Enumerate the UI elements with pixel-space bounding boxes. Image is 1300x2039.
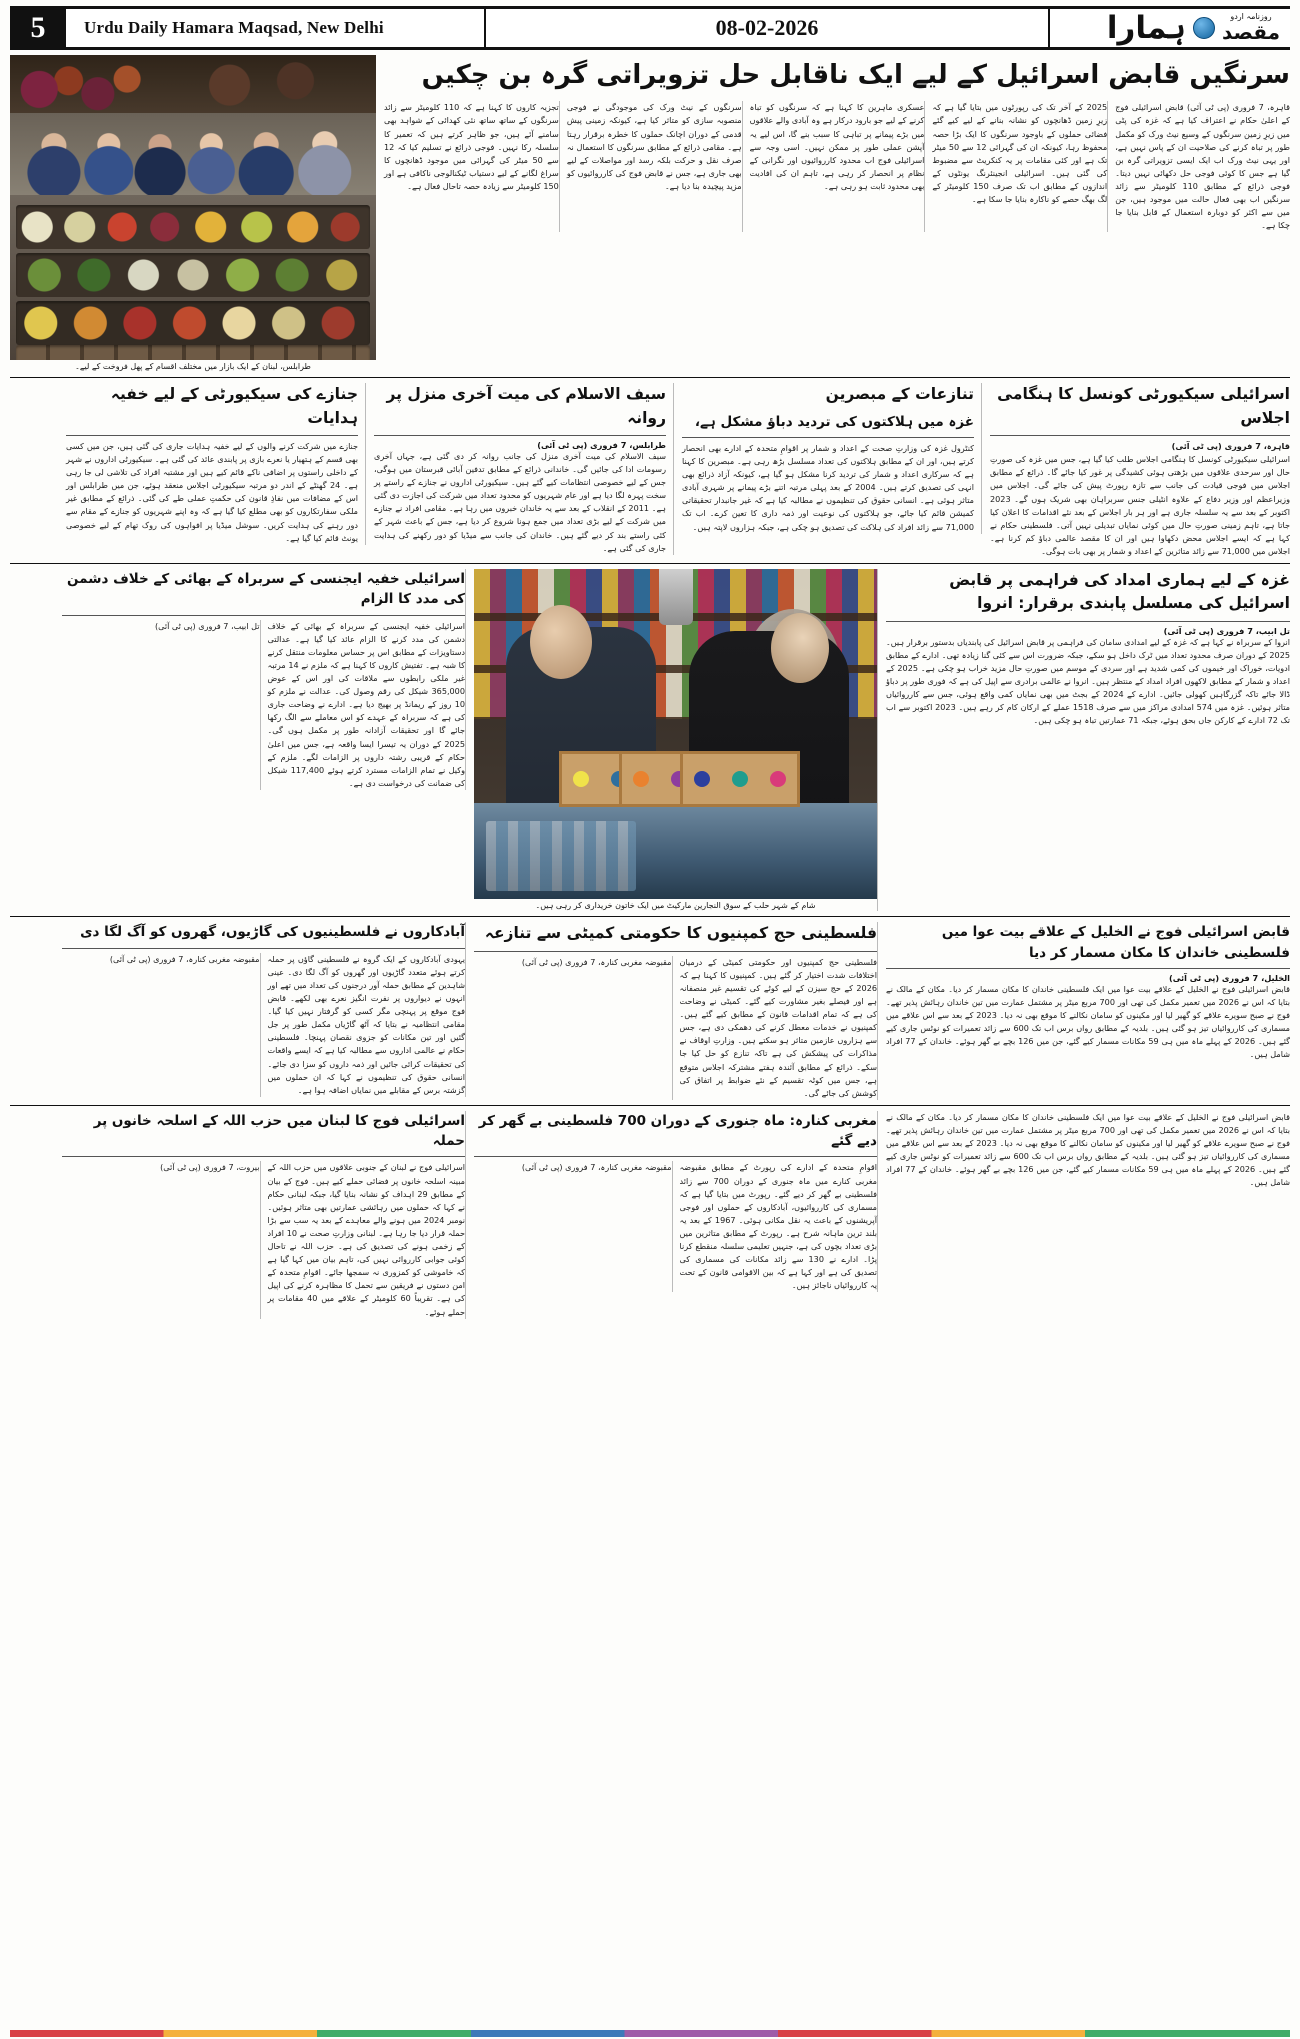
article-headline: اسرائیلی فوج کا لبنان میں حزب اللہ کے اسلحہ خانوں پر حملہ <box>93 1112 465 1150</box>
wool-photo-block <box>474 569 878 911</box>
article-hajj-companies <box>474 922 878 1099</box>
divider-2 <box>10 563 1290 564</box>
article-headline: تنازعات کے مبصرین <box>825 385 974 404</box>
article-dateline: طرابلس، 7 فروری (پی ٹی آئی) <box>537 439 666 450</box>
article-body-col-1: اسرائیلی خفیہ ایجنسی کے سربراہ کے بھائی کے خلاف دشمن کی مدد کرنے کا الزام عائد کیا گیا ہے۔ عدالتی دستاویزات کے مطابق اس پر حساس معلومات منتقل کرنے کا شبہ ہے۔ تفتیش کاروں کا کہنا ہے کہ ملزم نے 14 مرتبہ غیر ملکی رابطوں سے ملاقات کی اور اس کے عوض 365,000 شیکل کی رقم وصول کی۔ عدالت نے ملزم کو 10 روز کے ریمانڈ پر بھیج دیا ہے۔ ادارے نے وضاحت جاری کی ہے کہ سربراہ کے عہدے کو اس معاملے سے الگ رکھا جائے گا اور تحقیقات آزادانہ طور پر مکمل ہوں گی۔ 2025 کے دوران یہ تیسرا ایسا واقعہ ہے، جس میں اعلیٰ حکام کے قریبی رشتہ داروں پر الزامات لگے۔ ملزم کے وکیل نے تمام الزامات مسترد کرتے ہوئے 117,400 شیکل کی ضمانت کی درخواست دی ہے۔ <box>267 620 465 788</box>
lead-headline: سرنگیں قابض اسرائیل کے لیے ایک ناقابل حل تزویراتی گرہ بن چکیں <box>421 60 1290 90</box>
article-body-continued: قابض اسرائیلی فوج نے الخلیل کے علاقے بیت عوا میں ایک فلسطینی خاندان کا مکان مسمار کر دیا۔ مکان کے مالک نے بتایا کہ اس نے 2026 میں تعمیر مکمل کی تھی اور 700 مربع میٹر پر مشتمل عمارت میں تین خاندان رہائش پذیر تھے۔ فوج نے صبح سویرے علاقے کو گھیر لیا اور مکینوں کو سامان نکالنے کا موقع بھی نہ دیا۔ 2023 کے بعد سے اس علاقے میں مسماری کی کارروائیاں تیز ہو گئی ہیں۔ بلدیہ کے مطابق رواں برس اب تک 600 سے زائد تعمیرات کو نوٹس جاری کیے گئے ہیں۔ 2026 کے پہلے ماہ میں ہی 59 مکانات مسمار کیے گئے، جن میں 126 بچے بے گھر ہوئے۔ خاندان کے 77 افراد شامل ہیں۔ <box>886 1111 1291 1188</box>
lead-columns <box>384 101 1290 232</box>
article-disputed-areas <box>682 383 982 533</box>
lead-col-1: قاہرہ، 7 فروری (پی ٹی آئی) قابض اسرائیلی فوج کے اعلیٰ حکام نے اعتراف کیا ہے کہ غزہ کی پٹی میں زیرِ زمین سرنگوں کے وسیع نیٹ ورک کو مکمل طور پر تباہ کرنے کی صلاحیت ان کے پاس نہیں ہے، اور یہی نیٹ ورک اب ایک ایسی تزویراتی گرہ بن گیا ہے جس کا کوئی فوجی حل دکھائی نہیں دیتا۔ فوجی ذرائع کے مطابق 110 کلومیٹر سے زائد سرنگیں اب بھی فعال حالت میں موجود ہیں، جن میں سے اکثر کو دوبارہ استعمال کے قابل بنایا جا چکا ہے۔ <box>1115 102 1290 231</box>
logo-word-hamara: ہمارا <box>1106 9 1186 46</box>
page-number: 5 <box>10 9 66 47</box>
article-body: اسرائیلی سیکیورٹی کونسل کا ہنگامی اجلاس طلب کیا گیا ہے، جس میں غزہ کی صورتِ حال اور سرحدی علاقوں میں بڑھتی ہوئی کشیدگی پر غور کیا جائے گا۔ ذرائع کے مطابق اجلاس میں فوجی قیادت کی جانب سے تازہ رپورٹ پیش کی جائے گی۔ اجلاس میں وزیراعظم اور وزیر دفاع کے علاوہ انٹیلی جنس سربراہان بھی شریک ہوں گے۔ 2023 اکتوبر کے بعد سے یہ سلسلہ جاری ہے اور ہر بار اجلاس کے بعد نئے اقدامات کا اعلان کیا جاتا ہے، تاہم زمینی صورتِ حال میں کوئی نمایاں تبدیلی نہیں آتی۔ فلسطینی حکام نے کہا ہے کہ ایسے اجلاس محض دکھاوا ہیں اور ان کا مقصد عالمی دباؤ کم کرنا ہے۔ اجلاس میں 71,000 سے زائد متاثرین کے اعداد و شمار پر بھی بات ہوگی۔ <box>990 454 1290 556</box>
article-january-displaced-right <box>886 1111 1290 1190</box>
article-unrwa-aid <box>886 569 1290 727</box>
article-settlers-vehicles <box>62 922 466 1096</box>
article-dateline: الخلیل، 7 فروری (پی ٹی آئی) <box>1169 972 1290 983</box>
article-hezbollah-weapons <box>62 1111 466 1319</box>
article-hebron-demolition <box>886 922 1290 1061</box>
lead-photo-block <box>10 55 376 372</box>
divider-4 <box>10 1105 1290 1106</box>
article-dateline: قاہرہ، 7 فروری (پی ٹی آئی) <box>1171 440 1290 451</box>
lead-col-4: سرنگوں کے نیٹ ورک کی موجودگی نے فوجی منصوبہ سازی کو متاثر کیا ہے، کیونکہ زمینی پیش قدمی کے دوران اچانک حملوں کا خطرہ برقرار رہتا ہے۔ مقامی ذرائع کے مطابق سرنگوں کا استعمال نہ صرف نقل و حرکت بلکہ رسد اور مواصلات کے لیے بھی جاری ہے، جس نے قابض فوج کی کارروائیوں کو مزید پیچیدہ بنا دیا ہے۔ <box>567 101 743 232</box>
article-body: کنٹرول غزہ کی وزارتِ صحت کے اعداد و شمار پر اقوامِ متحدہ کے ادارے بھی انحصار کرتے ہیں، اور ان کے مطابق ہلاکتوں کی تعداد مسلسل بڑھ رہی ہے۔ مبصرین کا کہنا ہے کہ سرکاری اعداد و شمار کی تردید کرنا مشکل ہو گیا ہے، کیونکہ آزاد ذرائع بھی انہی کی تصدیق کرتے ہیں۔ 2004 کے بعد پہلی مرتبہ اتنے بڑے پیمانے پر شہری آبادی متاثر ہوئی ہے۔ انسانی حقوق کی تنظیموں نے مطالبہ کیا ہے کہ غیر جانبدار تحقیقاتی کمیشن قائم کیا جائے، جو ہلاکتوں کی نوعیت اور ذمہ داری کا تعین کرے۔ اب تک 71,000 سے زائد افراد کی ہلاکت کی تصدیق ہو چکی ہے، جبکہ ہزاروں لاپتہ ہیں۔ <box>682 442 974 532</box>
article-body: انروا کے سربراہ نے کہا ہے کہ غزہ کے لیے امدادی سامان کی فراہمی پر قابض اسرائیل کی پابندیاں بدستور برقرار ہیں۔ 2025 کے دوران صرف محدود تعداد میں ٹرک داخل ہو سکے، جبکہ ضرورت اس سے کئی گنا زیادہ تھی۔ ادارے کے مطابق ادویات، خوراک اور خیموں کی کمی شدید ہے اور سردی کے موسم میں صورتِ حال مزید خراب ہو چکی ہے۔ 2025 کے اعداد و شمار کے مطابق لاکھوں افراد امداد کے منتظر ہیں۔ انروا نے عالمی برادری سے اپیل کی ہے کہ فوری طور پر دباؤ ڈالا جائے تاکہ گزرگاہیں کھولی جائیں۔ ادارے کے 2024 کے بجٹ میں بھی نمایاں کمی واقع ہوئی، جس سے کارروائیاں متاثر ہوئیں۔ غزہ میں 574 امدادی مراکز میں سے صرف 1518 عملے کے ارکان کام کر رہے ہیں۔ 2023 اکتوبر سے اب تک 72 ادارے کے کارکن جاں بحق ہوئے، جبکہ 71 عمارتیں تباہ ہو چکی ہیں۔ <box>886 636 1290 726</box>
article-headline: مغربی کنارہ: ماہ جنوری کے دوران 700 فلسطینی بے گھر کر دیے گئے <box>478 1112 877 1150</box>
lead-photo-caption: طرابلس، لبنان کے ایک بازار میں مختلف اقسام کے پھل فروخت کے لیے۔ <box>75 362 311 371</box>
article-body-col-2: تل ابیب، 7 فروری (پی ٹی آئی) <box>62 620 261 790</box>
lead-section <box>10 55 1290 372</box>
masthead <box>10 6 1290 50</box>
band-3 <box>10 569 1290 911</box>
article-headline: قابض اسرائیلی فوج نے الخلیل کے علاقے بیت عوا میں فلسطینی خاندان کا مکان مسمار کر دیا <box>941 924 1290 961</box>
lead-col-3: عسکری ماہرین کا کہنا ہے کہ سرنگوں کو تباہ کرنے کے لیے جو بارود درکار ہے وہ آبادی والے علاقوں میں بڑے پیمانے پر تباہی کا سبب بنے گا، اس لیے یہ آپشن عملی طور پر ممکن نہیں۔ اسی وجہ سے اسرائیلی فوج اب محدود کارروائیوں اور نگرانی کے نظام پر انحصار کر رہی ہے، تاہم ان کی افادیت بھی محدود ثابت ہو رہی ہے۔ <box>750 101 926 232</box>
article-body-col-1: یہودی آبادکاروں کے ایک گروہ نے فلسطینی گاؤں پر حملہ کرتے ہوئے متعدد گاڑیوں اور گھروں کو آگ لگا دی۔ عینی شاہدین کے مطابق حملہ آور درجنوں کی تعداد میں تھے اور انہوں نے دیواروں پر نفرت انگیز نعرے بھی لکھے۔ قابض فوج موقع پر پہنچی مگر کسی کو گرفتار نہیں کیا گیا۔ مقامی انتظامیہ نے بتایا کہ آٹھ گاڑیاں مکمل طور پر جل گئیں اور تین مکانات کو جزوی نقصان پہنچا۔ فلسطینی حکام نے عالمی اداروں سے مطالبہ کیا ہے کہ ایسے واقعات کی تحقیقات کرائی جائیں اور ذمہ داروں کو سزا دی جائے۔ انسانی حقوق کی تنظیموں نے کہا کہ ان حملوں میں گزشتہ برس کے مقابلے میں نمایاں اضافہ ہوا ہے۔ <box>267 953 465 1095</box>
lead-col-2: 2025 کے آخر تک کی رپورٹوں میں بتایا گیا ہے کہ زیرِ زمین ڈھانچوں کو نشانہ بنانے کے لیے کیے گئے فضائی حملوں کے باوجود سرنگوں کا ایک بڑا حصہ محفوظ رہا، کیونکہ ان کی گہرائی 12 سے 50 میٹر تک ہے اور کئی مقامات پر یہ کنکریٹ سے مضبوط کی گئی ہیں۔ اسرائیلی انجینئرنگ یونٹوں کے اندازوں کے مطابق اب تک صرف 150 کلومیٹر کے لگ بھگ حصے کو ناکارہ بنایا جا سکا ہے۔ <box>932 101 1108 232</box>
article-dateline: تل ابیب، 7 فروری (پی ٹی آئی) <box>1163 625 1290 636</box>
article-headline: اسرائیلی خفیہ ایجنسی کے سربراہ کے بھائی کے خلاف دشمن کی مدد کا الزام <box>67 571 465 608</box>
article-headline: سیف الاسلام کی میت آخری منزل پر روانہ <box>386 385 666 427</box>
lead-story <box>384 55 1290 232</box>
article-body: سیف الاسلام کی میت آخری منزل کی جانب روانہ کر دی گئی ہے، جہاں آخری رسومات ادا کی جائیں گی۔ خاندانی ذرائع کے مطابق تدفین آبائی قبرستان میں ہوگی، جس کے لیے خصوصی انتظامات کیے گئے ہیں۔ سیکیورٹی اداروں نے جنازے کے راستے پر سخت پہرہ لگا دیا ہے اور عام شہریوں کو محدود تعداد میں شرکت کی اجازت دی گئی ہے۔ 2011 کے انقلاب کے بعد سے یہ خاندان خبروں میں رہا ہے۔ مقامی افراد نے جنازے میں شرکت کے لیے بڑی تعداد میں جمع ہونا شروع کر دیا ہے، جس کے باعث شہر کے کئی راستے بند کر دیے گئے ہیں۔ خاندان کی جانب سے میڈیا کو دور رکھنے کی ہدایت جاری کی گئی ہے۔ <box>374 450 666 553</box>
article-body-col-1: اقوامِ متحدہ کے ادارے کی رپورٹ کے مطابق مقبوضہ مغربی کنارے میں ماہ جنوری کے دوران 700 سے زائد فلسطینی بے گھر کر دیے گئے۔ رپورٹ میں بتایا گیا ہے کہ مسماری کی کارروائیوں، آبادکاروں کے حملوں اور فوجی آپریشنوں کے باعث یہ نقل مکانی ہوئی۔ 1967 کے بعد یہ بلند ترین ماہانہ شرح ہے۔ رپورٹ کے مطابق متاثرین میں بڑی تعداد بچوں کی ہے، جنہیں تعلیمی سلسلہ منقطع کرنا پڑا۔ ادارے نے 130 سے زائد مکانات کی مسماری کی تصدیق کی ہے اور کہا ہے کہ بین الاقوامی قانون کے تحت یہ کارروائیاں ناجائز ہیں۔ <box>679 1162 878 1291</box>
paper-logo <box>1050 9 1290 47</box>
article-subheadline: غزہ میں ہلاکتوں کی تردید دباؤ مشکل ہے، <box>694 413 974 430</box>
article-body: قابض اسرائیلی فوج نے الخلیل کے علاقے بیت عوا میں ایک فلسطینی خاندان کا مکان مسمار کر دیا۔ مکان کے مالک نے بتایا کہ اس نے 2026 میں تعمیر مکمل کی تھی اور 700 مربع میٹر پر مشتمل عمارت میں تین خاندان رہائش پذیر تھے۔ فوج نے صبح سویرے علاقے کو گھیر لیا اور مکینوں کو سامان نکالنے کا موقع بھی نہ دیا۔ 2023 کے بعد سے اس علاقے میں مسماری کی کارروائیاں تیز ہو گئی ہیں۔ بلدیہ کے مطابق رواں برس اب تک 600 سے زائد تعمیرات کو نوٹس جاری کیے گئے ہیں۔ 2026 کے پہلے ماہ میں ہی 59 مکانات مسمار کیے گئے، جن میں 126 بچے بے گھر ہوئے۔ خاندان کے 77 افراد شامل ہیں۔ <box>886 983 1291 1060</box>
article-headline: اسرائیلی سیکیورٹی کونسل کا ہنگامی اجلاس <box>997 385 1290 427</box>
logo-maqsad-block <box>1222 13 1280 42</box>
color-registration-strip <box>10 2030 1290 2037</box>
article-body-col-2: مقبوضہ مغربی کنارہ، 7 فروری (پی ٹی آئی) <box>474 1161 673 1292</box>
article-headline: آبادکاروں نے فلسطینیوں کی گاڑیوں، گھروں کو آگ لگا دی <box>80 924 465 941</box>
article-headline: جنازے کی سیکیورٹی کے لیے خفیہ ہدایات <box>110 385 358 427</box>
issue-date: 08-02-2026 <box>486 9 1050 47</box>
wool-photo-caption: شام کے شہر حلب کے سوق النجارین مارکیٹ میں ایک خاتون خریداری کر رہی ہیں۔ <box>535 901 816 911</box>
article-body-col-1: فلسطینی حج کمپنیوں اور حکومتی کمیٹی کے درمیان اختلافات شدت اختیار کر گئے ہیں۔ کمپنیوں کا کہنا ہے کہ 2026 کے حج سیزن کے لیے کوٹے کی تقسیم غیر منصفانہ ہے اور فیصلے بغیر مشاورت کیے گئے۔ کمیٹی نے وضاحت کی ہے کہ تمام اقدامات قانون کے مطابق کیے گئے ہیں۔ کمپنیوں نے خدمات معطل کرنے کی دھمکی دی ہے، جس سے ہزاروں عازمین متاثر ہو سکتے ہیں۔ وزارتِ اوقاف نے مذاکرات کی پیشکش کی ہے تاکہ تنازع کو حل کیا جا سکے۔ ذرائع کے مطابق آئندہ ہفتے مشترکہ اجلاس متوقع ہے، جس میں کوٹہ تقسیم کے نئے ضوابط پر اتفاق کی کوشش کی جائے گی۔ <box>679 956 877 1098</box>
lead-col-5: تجزیہ کاروں کا کہنا ہے کہ 110 کلومیٹر سے زائد سرنگوں کے ساتھ ساتھ نئی کھدائی کے شواہد بھی سامنے آئے ہیں، جو ظاہر کرتے ہیں کہ تعمیر کا سلسلہ رکا نہیں۔ فوجی ذرائع نے تسلیم کیا کہ 12 سے 50 میٹر کی گہرائی میں موجود ڈھانچوں کا سراغ لگانے کے لیے دستیاب ٹیکنالوجی ناکافی ہے اور 150 کلومیٹر سے زیادہ حصہ تاحال فعال ہے۔ <box>384 101 560 232</box>
article-mossad-brother <box>62 569 466 790</box>
band-4 <box>10 922 1290 1099</box>
paper-name: Urdu Daily Hamara Maqsad, New Delhi <box>66 9 486 47</box>
article-january-displaced <box>474 1111 878 1293</box>
article-headline: غزہ کے لیے ہماری امداد کی فراہمی پر قابض اسرائیل کی مسلسل پابندی برقرار: انروا <box>949 571 1290 613</box>
logo-kicker: روزنامہ اردو <box>1230 12 1272 22</box>
article-unsc-emergency <box>990 383 1290 558</box>
article-body: جنازے میں شرکت کرنے والوں کے لیے خفیہ ہدایات جاری کی گئی ہیں، جن میں کسی بھی قسم کے ہتھیار یا نعرے بازی پر پابندی عائد کی گئی ہے۔ سیکیورٹی اداروں نے شہر کے داخلی راستوں پر اضافی ناکے قائم کیے ہیں اور مشتبہ افراد کی تلاشی لی جا رہی ہے۔ 24 گھنٹے کے اندر دو مرتبہ سیکیورٹی اجلاس منعقد ہوئے، جن میں طرابلس اور اس کے مضافات میں نفاذِ قانون کی حکمتِ عملی طے کی گئی۔ ذرائع کے مطابق غیر ملکی سفارتکاروں کو بھی مطلع کیا گیا ہے کہ وہ اپنے شہریوں کو جنازے کے مقام سے دور رہنے کی ہدایت کریں۔ سوشل میڈیا پر افواہوں کی روک تھام کے لیے خصوصی یونٹ قائم کیا گیا ہے۔ <box>66 440 358 543</box>
article-body-col-2: مقبوضہ مغربی کنارہ، 7 فروری (پی ٹی آئی) <box>474 956 673 1100</box>
article-body-col-2: مقبوضہ مغربی کنارہ، 7 فروری (پی ٹی آئی) <box>62 953 261 1097</box>
fruit-market-photo <box>10 55 376 360</box>
wool-shop-photo <box>474 569 877 899</box>
article-headline: فلسطینی حج کمپنیوں کا حکومتی کمیٹی سے تنازعہ <box>484 924 877 943</box>
divider-3 <box>10 916 1290 917</box>
divider-1 <box>10 377 1290 378</box>
article-body-col-1: اسرائیلی فوج نے لبنان کے جنوبی علاقوں میں حزب اللہ کے مبینہ اسلحہ خانوں پر فضائی حملے کیے ہیں۔ فوج کے بیان کے مطابق 29 اہداف کو نشانہ بنایا گیا، جبکہ لبنانی حکام نے کہا کہ حملوں میں رہائشی عمارتیں بھی متاثر ہوئیں۔ نومبر 2024 میں ہونے والے معاہدے کے بعد یہ سب سے بڑا حملہ قرار دیا جا رہا ہے۔ لبنانی وزارتِ صحت نے 10 افراد کے زخمی ہونے کی تصدیق کی ہے۔ حزب اللہ نے تاحال کوئی جوابی کارروائی نہیں کی، تاہم بیان میں کہا گیا ہے کہ خاموشی کو کمزوری نہ سمجھا جائے۔ اقوامِ متحدہ کے امن دستوں نے فریقین سے تحمل کا مظاہرہ کرنے کی اپیل کی ہے۔ تقریباً 60 کلومیٹر کے علاقے میں 40 مقامات پر حملے ہوئے۔ <box>267 1162 466 1317</box>
band-2 <box>10 383 1290 558</box>
article-funeral-security <box>66 383 366 544</box>
article-body-col-2: بیروت، 7 فروری (پی ٹی آئی) <box>62 1161 261 1318</box>
band-5 <box>10 1111 1290 1319</box>
article-saif-ul-islam <box>374 383 674 554</box>
logo-word-maqsad: مقصد <box>1221 19 1280 44</box>
globe-icon <box>1193 17 1215 39</box>
